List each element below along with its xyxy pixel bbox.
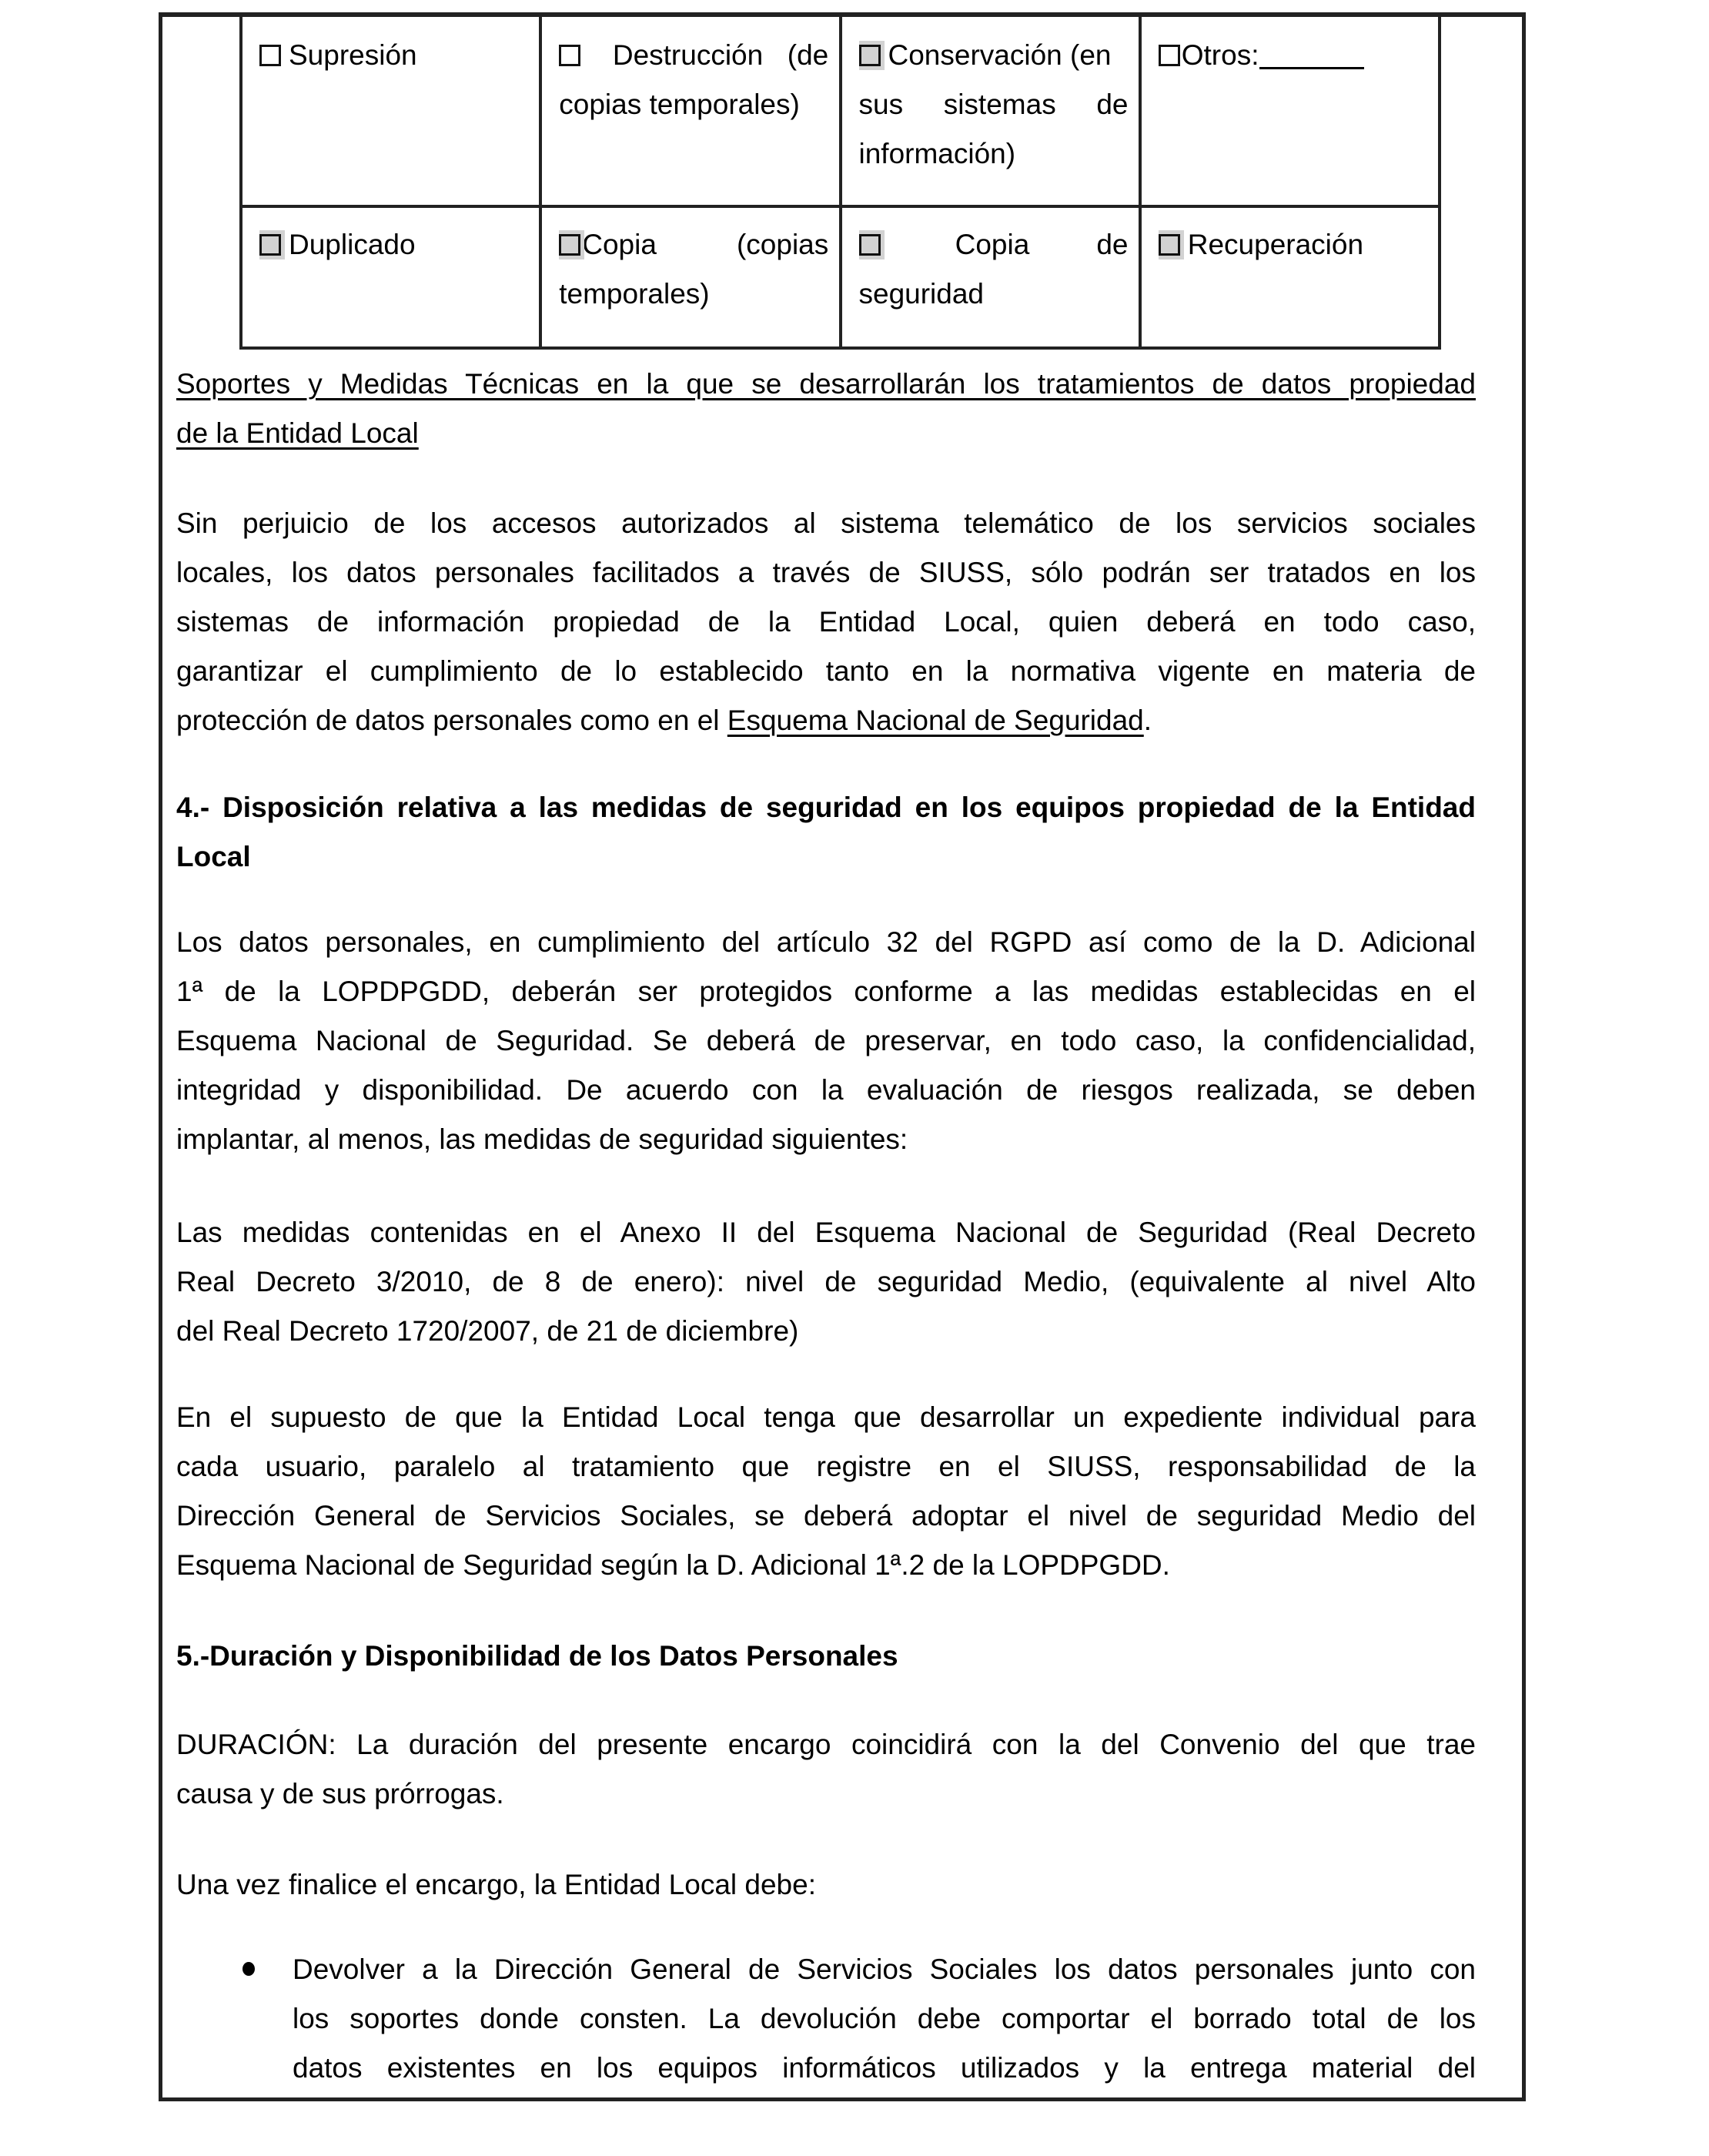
paragraph-line: Esquema Nacional de Seguridad según la D. Adicional 1ª.2 de la LOPDPGDD.	[176, 1549, 1170, 1581]
heading-line: Soportes y Medidas Técnicas en la que se desarrollarán los tratamientos de datos propiedad	[176, 368, 1476, 400]
paragraph-duracion	[176, 1720, 1476, 1819]
option-label: Otros:	[1181, 39, 1259, 71]
table-cell-copia-seguridad	[841, 206, 1140, 348]
otros-blank-field[interactable]	[1259, 44, 1364, 69]
list-item-line: Devolver a la Dirección General de Servicios Sociales los datos personales junto con	[293, 1953, 1476, 1985]
paragraph-line: del Real Decreto 1720/2007, de 21 de diciembre)	[176, 1315, 799, 1347]
list-item-line: los soportes donde consten. La devolución debe comportar el borrado total de los	[293, 2003, 1476, 2034]
soportes-heading	[176, 360, 1476, 458]
checkbox-icon[interactable]	[859, 234, 881, 256]
table-cell-destruccion	[540, 14, 840, 206]
list-item	[293, 1945, 1476, 2093]
table-row	[241, 14, 1440, 206]
checkbox-icon[interactable]	[559, 234, 580, 256]
paragraph-line: garantizar el cumplimiento de lo establecido tanto en la normativa vigente en materia de	[176, 655, 1476, 687]
paragraph-sin-perjuicio	[176, 499, 1476, 745]
option-label: Destrucción (de	[612, 39, 829, 71]
option-label: Duplicado	[289, 229, 416, 260]
table-cell-supresion	[241, 14, 540, 206]
option-label: Copia (copias	[582, 229, 829, 260]
list-item-line: datos existentes en los equipos informáticos utilizados y la entrega material del	[293, 2052, 1476, 2084]
table-row	[241, 206, 1440, 348]
checkbox-icon[interactable]	[1159, 45, 1180, 66]
paragraph-en-el-supuesto	[176, 1393, 1476, 1590]
option-label-cont: temporales)	[559, 278, 710, 310]
heading-line: 4.- Disposición relativa a las medidas de seguridad en los equipos propiedad de la Entidad	[176, 792, 1476, 823]
paragraph-los-datos	[176, 918, 1476, 1164]
paragraph-line: causa y de sus prórrogas.	[176, 1778, 504, 1810]
table-cell-conservacion	[841, 14, 1140, 206]
option-label: Recuperación	[1187, 229, 1364, 260]
checkbox-icon[interactable]	[559, 45, 580, 66]
option-label: Supresión	[289, 39, 417, 71]
table-cell-otros	[1140, 14, 1440, 206]
bullet-icon	[242, 1962, 255, 1976]
checkbox-icon[interactable]	[859, 45, 881, 66]
paragraph-line: Real Decreto 3/2010, de 8 de enero): nivel de seguridad Medio, (equivalente al nivel Alto	[176, 1266, 1476, 1297]
paragraph-line: Una vez finalice el encargo, la Entidad Local debe:	[176, 1869, 816, 1900]
paragraph-line: Dirección General de Servicios Sociales, se deberá adoptar el nivel de seguridad Medio del	[176, 1500, 1476, 1532]
option-label-cont: información)	[858, 138, 1016, 169]
paragraph-line: Sin perjuicio de los accesos autorizados al sistema telemático de los servicios sociales	[176, 507, 1476, 539]
heading-line: de la Entidad Local	[176, 417, 419, 449]
option-label-cont: sus sistemas de	[858, 89, 1129, 120]
paragraph-las-medidas	[176, 1208, 1476, 1356]
paragraph-una-vez	[176, 1860, 1476, 1910]
section-4-heading	[176, 783, 1476, 882]
ens-link[interactable]: Esquema Nacional de Seguridad	[727, 705, 1144, 736]
option-label: Copia de	[955, 229, 1129, 260]
paragraph-line: cada usuario, paralelo al tratamiento que registre en el SIUSS, responsabilidad de la	[176, 1451, 1476, 1482]
option-label: Conservación (en	[888, 39, 1112, 71]
paragraph-line: protección de datos personales como en el	[176, 705, 727, 736]
paragraph-line: Esquema Nacional de Seguridad. Se deberá de preservar, en todo caso, la confidencialidad,	[176, 1025, 1476, 1056]
table-cell-recuperacion	[1140, 206, 1440, 348]
paragraph-line: sistemas de información propiedad de la Entidad Local, quien deberá en todo caso,	[176, 606, 1476, 638]
table-cell-duplicado	[241, 206, 540, 348]
section-5-heading	[176, 1632, 1476, 1681]
paragraph-line: En el supuesto de que la Entidad Local tenga que desarrollar un expediente individual para	[176, 1401, 1476, 1433]
paragraph-line: 1ª de la LOPDPGDD, deberán ser protegidos conforme a las medidas establecidas en el	[176, 976, 1476, 1007]
option-label-cont: copias temporales)	[559, 89, 800, 120]
data-operations-table	[239, 12, 1441, 350]
heading-line: Local	[176, 841, 251, 872]
checkbox-icon[interactable]	[259, 234, 281, 256]
checkbox-icon[interactable]	[259, 45, 281, 66]
paragraph-line: Las medidas contenidas en el Anexo II del Esquema Nacional de Seguridad (Real Decreto	[176, 1217, 1476, 1248]
punctuation: .	[1143, 705, 1152, 736]
paragraph-line: Los datos personales, en cumplimiento del artículo 32 del RGPD así como de la D. Adicional	[176, 926, 1476, 958]
paragraph-line: implantar, al menos, las medidas de seguridad siguientes:	[176, 1123, 908, 1155]
table-cell-copia	[540, 206, 840, 348]
paragraph-line: DURACIÓN: La duración del presente encargo coincidirá con la del Convenio del que trae	[176, 1729, 1476, 1760]
paragraph-line: integridad y disponibilidad. De acuerdo con la evaluación de riesgos realizada, se deben	[176, 1074, 1476, 1106]
paragraph-line: locales, los datos personales facilitados a través de SIUSS, sólo podrán ser tratados en los	[176, 557, 1476, 588]
checkbox-icon[interactable]	[1159, 234, 1180, 256]
heading-line: 5.-Duración y Disponibilidad de los Datos Personales	[176, 1640, 898, 1672]
option-label-cont: seguridad	[858, 278, 985, 310]
